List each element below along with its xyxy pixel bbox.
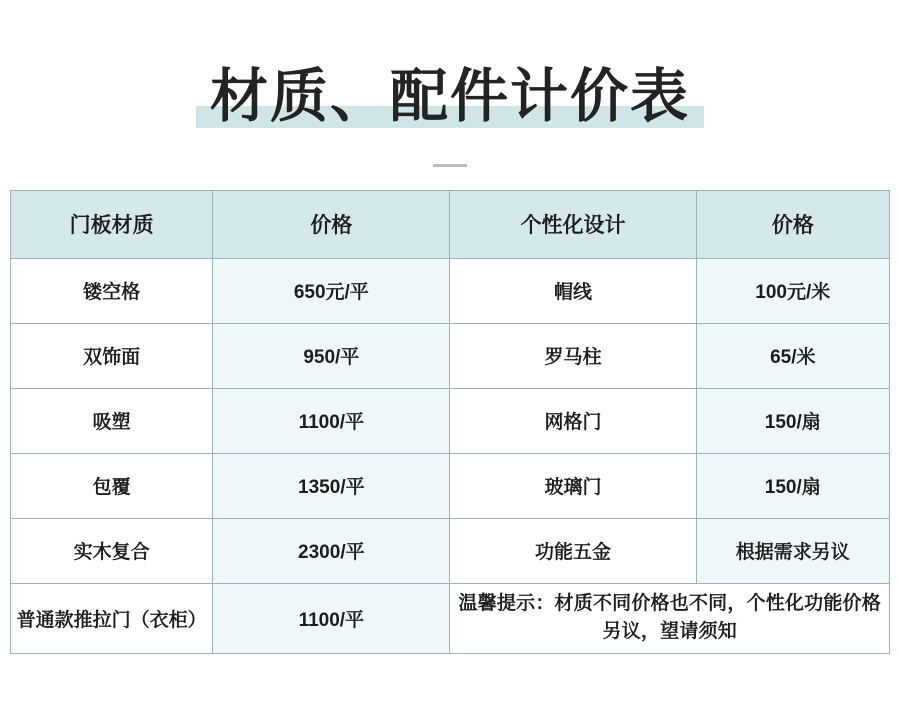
table-body [11,258,890,653]
cell-price-2: 65/米 [696,323,889,388]
cell-material: 吸塑 [11,388,213,453]
cell-price-1: 650元/平 [213,258,450,323]
divider-area [0,154,900,172]
cell-material: 包覆 [11,453,213,518]
table-row [11,518,890,583]
cell-design: 功能五金 [450,518,696,583]
cell-material: 镂空格 [11,258,213,323]
header-design: 个性化设计 [450,190,696,258]
cell-price-2: 150/扇 [696,453,889,518]
page-title-text: 材质、配件计价表 [209,62,690,130]
cell-design: 罗马柱 [450,323,696,388]
cell-price-1: 950/平 [213,323,450,388]
table-row [11,453,890,518]
price-table-container [10,190,890,654]
table-row [11,258,890,323]
table-row [11,388,890,453]
cell-price-2: 100元/米 [696,258,889,323]
cell-design: 网格门 [450,388,696,453]
cell-design: 玻璃门 [450,453,696,518]
header-price-1: 价格 [213,190,450,258]
title-area [0,0,900,132]
title-divider [433,164,467,167]
cell-material: 实木复合 [11,518,213,583]
cell-price-1: 1350/平 [213,453,450,518]
cell-material: 双饰面 [11,323,213,388]
table-row-last [11,583,890,653]
cell-material: 普通款推拉门（衣柜） [11,583,213,653]
page-title [202,62,698,132]
header-price-2: 价格 [696,190,889,258]
cell-price-1: 2300/平 [213,518,450,583]
cell-note: 温馨提示：材质不同价格也不同，个性化功能价格另议，望请须知 [450,583,890,653]
table-header [11,190,890,258]
table-row [11,323,890,388]
cell-design: 帽线 [450,258,696,323]
cell-price-1: 1100/平 [213,583,450,653]
cell-price-2: 150/扇 [696,388,889,453]
table-header-row [11,190,890,258]
price-table [10,190,890,654]
header-material: 门板材质 [11,190,213,258]
cell-price-1: 1100/平 [213,388,450,453]
cell-price-2: 根据需求另议 [696,518,889,583]
